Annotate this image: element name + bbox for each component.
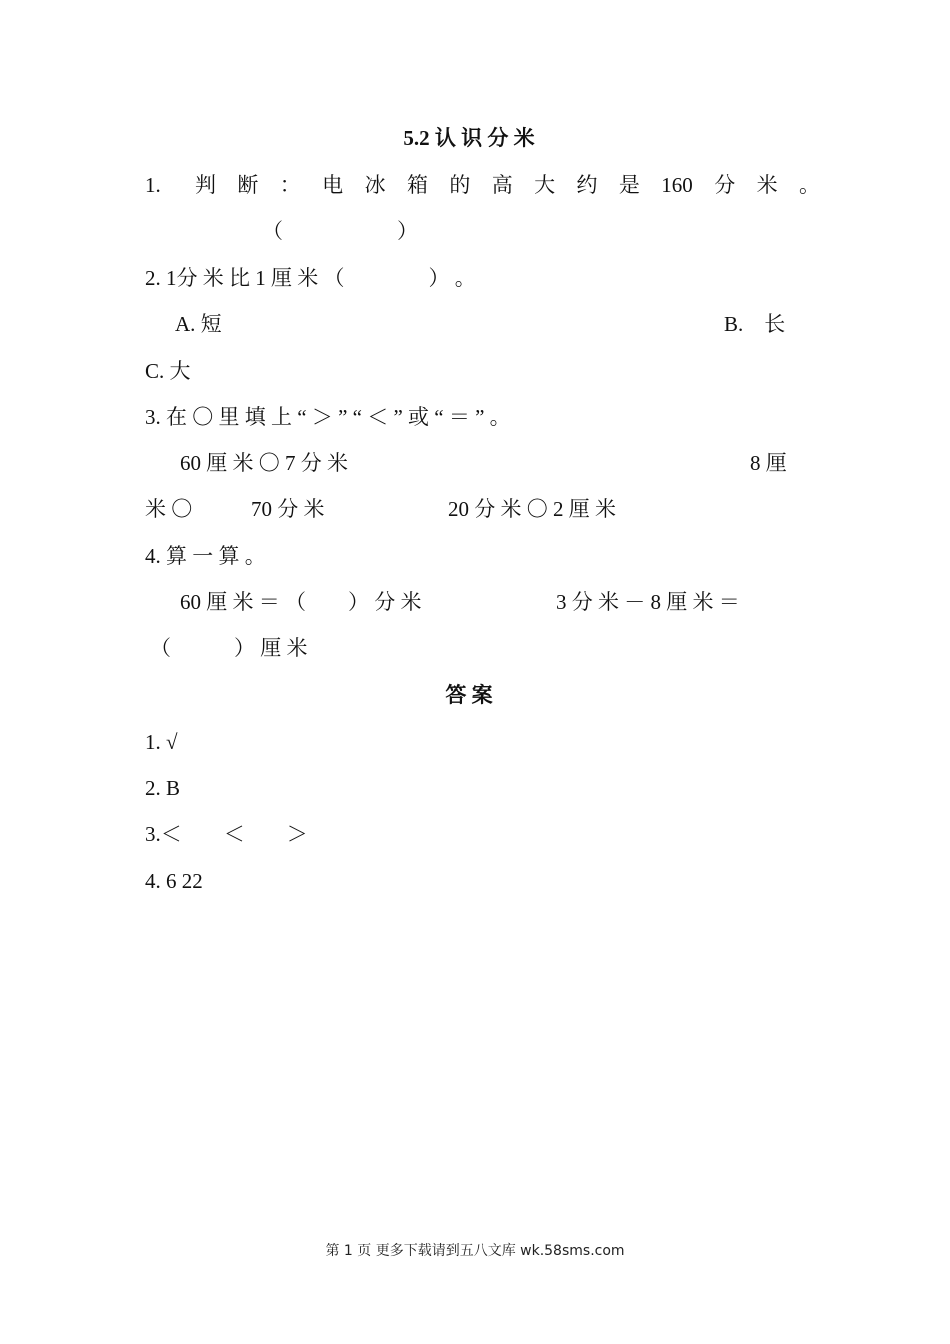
q1-blank-open: （ (262, 219, 283, 243)
q1-text-part: 。 (798, 173, 820, 197)
q1-text-part: 分 (714, 173, 736, 197)
q3-item-3: 20 分 米 〇 2 厘 米 (448, 497, 616, 521)
q3-item-1: 60 厘 米 〇 7 分 米 (180, 451, 348, 475)
q4-statement: 4. 算 一 算 。 (145, 544, 266, 568)
q3-item-2-mid: 米 〇 (145, 497, 193, 521)
q1-text-part: 的 (449, 173, 471, 197)
q1-text-part: 约 (576, 173, 598, 197)
q1-blank-close: ） (397, 219, 418, 243)
q1-text-part: 160 (661, 173, 693, 197)
q4-calc-1: 60 厘 米 ＝ （ ） 分 米 (180, 590, 422, 614)
q1-text-part: ： (279, 173, 301, 197)
answer-2: 2. B (145, 776, 181, 800)
q2-statement: 2. 1分 米 比 1 厘 米 （ ） 。 (145, 266, 476, 290)
q3-item-2-end: 70 分 米 (251, 497, 325, 521)
q1-text-part: 电 (322, 173, 344, 197)
q2-option-a: A. 短 (175, 312, 222, 336)
q1-statement (195, 170, 820, 200)
q4-calc-2: 3 分 米 － 8 厘 米 ＝ (556, 590, 740, 614)
q2-option-b: B. 长 (724, 312, 786, 336)
q1-text-part: 高 (491, 173, 513, 197)
answer-1: 1. √ (145, 730, 178, 754)
q1-text-part: 米 (756, 173, 778, 197)
q1-text-part: 判 (195, 173, 216, 197)
q1-text-part: 是 (618, 173, 640, 197)
q2-option-c: C. 大 (145, 359, 191, 383)
page-title: 5.2 认 识 分 米 (403, 126, 535, 150)
q1-text-part: 箱 (406, 173, 428, 197)
answer-4: 4. 6 22 (145, 869, 203, 893)
page-footer: 第 1 页 更多下载请到五八文库 wk.58sms.com (325, 1243, 625, 1259)
answer-3: 3.＜ ＜ ＞ (145, 822, 308, 846)
q4-calc-2-blank: （ ） 厘 米 (150, 636, 308, 660)
answers-heading: 答 案 (445, 683, 493, 707)
q1-text-part: 断 (237, 173, 259, 197)
q1-text-part: 大 (534, 173, 556, 197)
q3-statement: 3. 在 〇 里 填 上 “ ＞ ” “ ＜ ” 或 “ ＝ ” 。 (145, 405, 511, 429)
q1-text-part: 冰 (364, 173, 386, 197)
q3-item-2-start: 8 厘 (750, 451, 787, 475)
q1-label: 1. (145, 173, 161, 197)
